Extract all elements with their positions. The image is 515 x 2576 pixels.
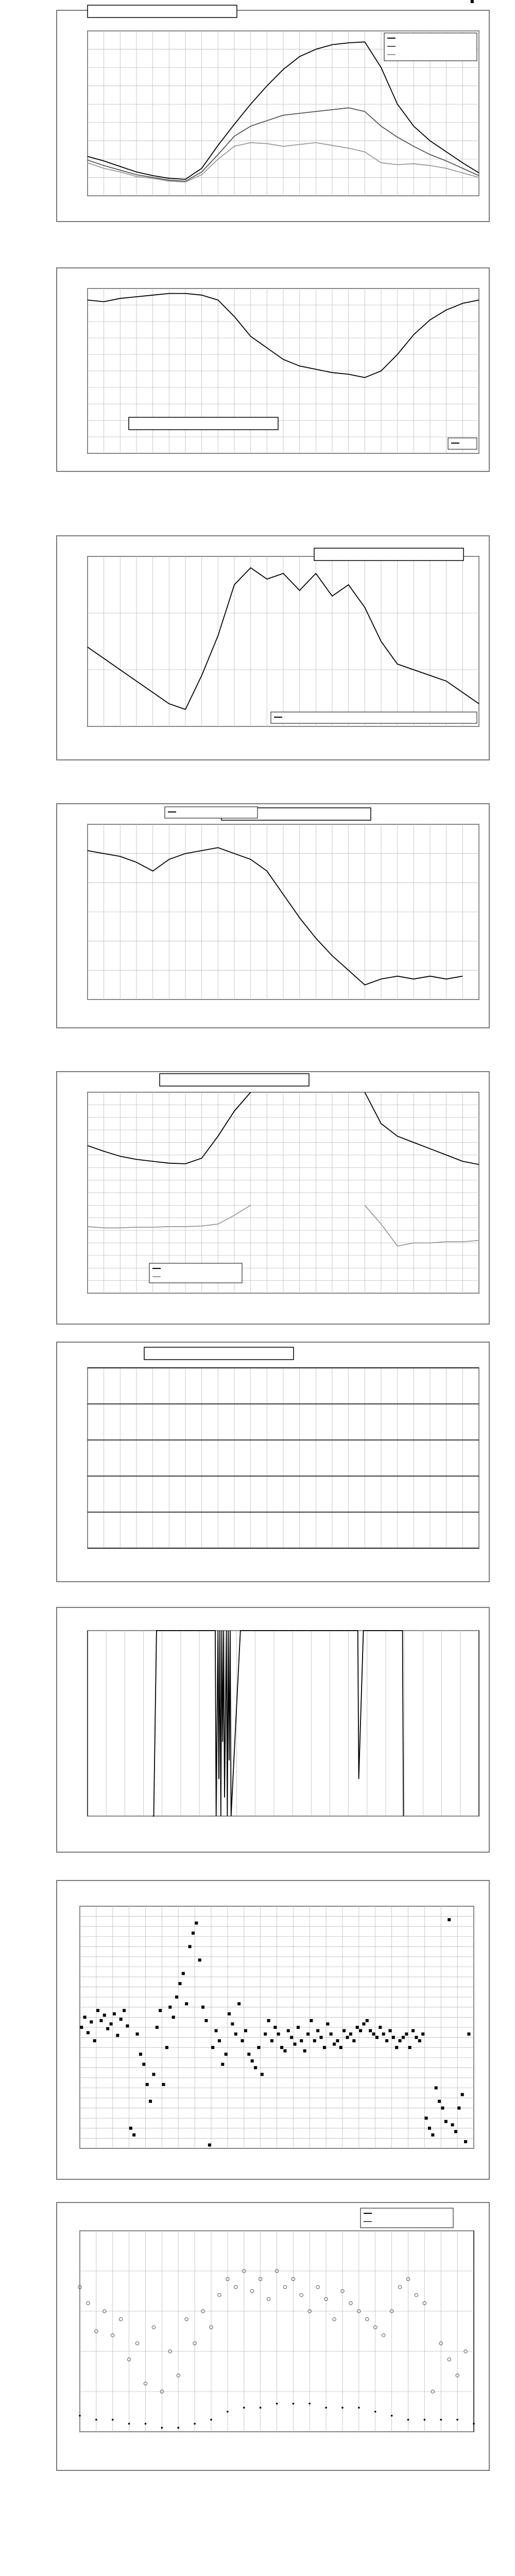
data-point [349, 2032, 352, 2036]
data-point-mean [243, 2406, 245, 2409]
data-point-mean [227, 2411, 229, 2413]
data-point [192, 1931, 195, 1935]
data-point [195, 1922, 198, 1925]
data-point-mean [308, 2403, 311, 2405]
data-point [280, 2046, 283, 2049]
data-point [261, 2073, 264, 2076]
legend [360, 2208, 453, 2228]
data-point [287, 2029, 290, 2032]
data-point [201, 2006, 204, 2009]
data-point-mean [177, 2427, 179, 2429]
data-point [156, 2026, 159, 2029]
data-point [96, 2009, 99, 2012]
data-point [175, 1995, 178, 1998]
data-point [129, 2127, 132, 2130]
data-point [188, 1945, 192, 1948]
data-point-mean [341, 2406, 344, 2409]
chart-title-box [160, 1074, 309, 1086]
chart-title-box [314, 548, 464, 561]
data-point [385, 2039, 388, 2042]
chart-title-box [129, 417, 278, 430]
data-point [228, 2012, 231, 2015]
data-point [316, 2029, 319, 2032]
data-point [99, 2019, 102, 2022]
data-point-mean [79, 2415, 81, 2417]
data-point [126, 2024, 129, 2027]
data-point [405, 2032, 408, 2036]
data-point [185, 2002, 188, 2005]
data-point [408, 2046, 411, 2049]
data-point [218, 2039, 221, 2042]
data-point [139, 2053, 142, 2056]
data-point [90, 2021, 93, 2024]
data-point [372, 2032, 375, 2036]
data-point [330, 2032, 333, 2036]
data-point [123, 2009, 126, 2012]
data-point-mean [374, 2411, 376, 2413]
data-point [254, 2066, 257, 2069]
data-point-mean [325, 2406, 327, 2409]
data-point [392, 2036, 395, 2039]
data-point [273, 2026, 277, 2029]
legend-box [271, 712, 477, 723]
data-point [244, 2029, 247, 2032]
chart-9 [57, 2202, 489, 2470]
data-point [346, 2036, 349, 2039]
data-point [342, 2029, 346, 2032]
data-point [323, 2046, 326, 2049]
legend-box [360, 2208, 453, 2228]
data-point [208, 2143, 211, 2146]
chart-4 [57, 804, 489, 1028]
data-point-mean [210, 2419, 212, 2421]
data-point-mean [112, 2419, 114, 2421]
data-point [415, 2036, 418, 2039]
data-point [283, 2049, 286, 2053]
data-point [136, 2032, 139, 2036]
data-point [290, 2036, 293, 2039]
data-point [310, 2019, 313, 2022]
data-point [431, 2133, 434, 2137]
data-point [221, 2063, 224, 2066]
legend-box [149, 1263, 242, 1283]
data-point [339, 2046, 342, 2049]
data-point [418, 2039, 421, 2042]
data-point [333, 2043, 336, 2046]
data-point [379, 2026, 382, 2029]
data-point [204, 2019, 208, 2022]
data-point [448, 1918, 451, 1921]
data-point [297, 2026, 300, 2029]
data-point [149, 2100, 152, 2103]
data-point [234, 2032, 237, 2036]
data-point [110, 2022, 113, 2025]
data-point [225, 2053, 228, 2056]
data-point [152, 2073, 155, 2076]
data-point-mean [276, 2403, 278, 2405]
data-point [93, 2039, 96, 2042]
data-point [451, 2123, 454, 2126]
data-point [119, 2018, 123, 2021]
data-point-mean [473, 2423, 475, 2425]
chart-1 [57, 5, 489, 222]
data-point [198, 1958, 201, 1961]
chart-5 [57, 1072, 489, 1324]
data-point [303, 2049, 306, 2053]
data-point [399, 2039, 402, 2042]
data-point [438, 2100, 441, 2103]
data-point-mean [161, 2427, 163, 2429]
chart-2 [57, 268, 489, 471]
data-point [87, 2031, 90, 2034]
chart-7 [57, 1607, 489, 1852]
data-point [356, 2026, 359, 2029]
data-point [231, 2022, 234, 2025]
data-point [326, 2022, 329, 2025]
data-point [83, 2015, 87, 2019]
data-point [425, 2116, 428, 2120]
legend [271, 712, 477, 723]
data-point [320, 2036, 323, 2039]
data-point [172, 2015, 175, 2019]
legend-box [384, 33, 477, 61]
data-point [116, 2034, 119, 2037]
data-point [294, 2043, 297, 2046]
chart-title-box [88, 5, 237, 18]
data-point [467, 2032, 470, 2036]
data-point [215, 2029, 218, 2032]
data-point [366, 2019, 369, 2022]
chart-title-box [144, 1347, 294, 1360]
legend [165, 807, 258, 818]
data-point-mean [358, 2406, 360, 2409]
data-point [267, 2019, 270, 2022]
data-point-mean [145, 2423, 147, 2425]
chart-3 [57, 536, 489, 760]
data-point [211, 2046, 214, 2049]
data-point [159, 2009, 162, 2012]
data-point [277, 2032, 280, 2036]
data-point [435, 2087, 438, 2090]
data-point [369, 2029, 372, 2032]
data-point [388, 2029, 391, 2032]
data-point [264, 2032, 267, 2036]
data-point [162, 2083, 165, 2086]
data-point [182, 1972, 185, 1975]
data-point [395, 2046, 398, 2049]
plot-area [88, 1631, 479, 1816]
data-point-mean [391, 2415, 393, 2417]
data-point [362, 2022, 365, 2025]
data-point [103, 2014, 106, 2017]
data-point [80, 2026, 83, 2029]
legend [149, 1263, 242, 1283]
data-point [106, 2027, 109, 2030]
data-point [359, 2029, 362, 2032]
data-point [441, 2107, 444, 2110]
legend [384, 33, 477, 61]
data-point-mean [456, 2419, 458, 2421]
data-point [300, 2039, 303, 2042]
data-point-mean [424, 2419, 426, 2421]
data-point [178, 1982, 181, 1985]
data-point [251, 2059, 254, 2062]
data-point [146, 2083, 149, 2086]
legend [448, 438, 477, 449]
data-point [168, 2006, 171, 2009]
data-point [421, 2032, 424, 2036]
data-point [402, 2036, 405, 2039]
legend-box [165, 807, 258, 818]
data-point [464, 2140, 467, 2143]
data-point [411, 2029, 415, 2032]
data-point [113, 2012, 116, 2015]
data-point-mean [440, 2419, 442, 2421]
chart-6 [57, 1342, 489, 1582]
data-point-mean [260, 2406, 262, 2409]
data-point-mean [293, 2403, 295, 2405]
data-point [375, 2036, 379, 2039]
data-point [165, 2046, 168, 2049]
data-point-mean [194, 2423, 196, 2425]
data-point [444, 2120, 448, 2123]
data-point-mean [95, 2419, 97, 2421]
data-point [241, 2039, 244, 2042]
data-point [132, 2133, 135, 2137]
data-point-mean [128, 2423, 130, 2425]
data-point-mean [407, 2419, 409, 2421]
data-point [352, 2039, 355, 2042]
data-point [454, 2130, 457, 2133]
data-point [142, 2063, 145, 2066]
data-point [257, 2046, 260, 2049]
data-point [270, 2039, 273, 2042]
data-point [457, 2107, 460, 2110]
data-point [471, 0, 474, 3]
data-point [382, 2032, 385, 2036]
data-point [461, 2093, 464, 2096]
data-point [306, 2032, 310, 2036]
data-point [247, 2053, 250, 2056]
data-point [336, 2039, 339, 2042]
data-point [313, 2039, 316, 2042]
data-point [428, 2127, 431, 2130]
data-point [237, 2002, 241, 2005]
